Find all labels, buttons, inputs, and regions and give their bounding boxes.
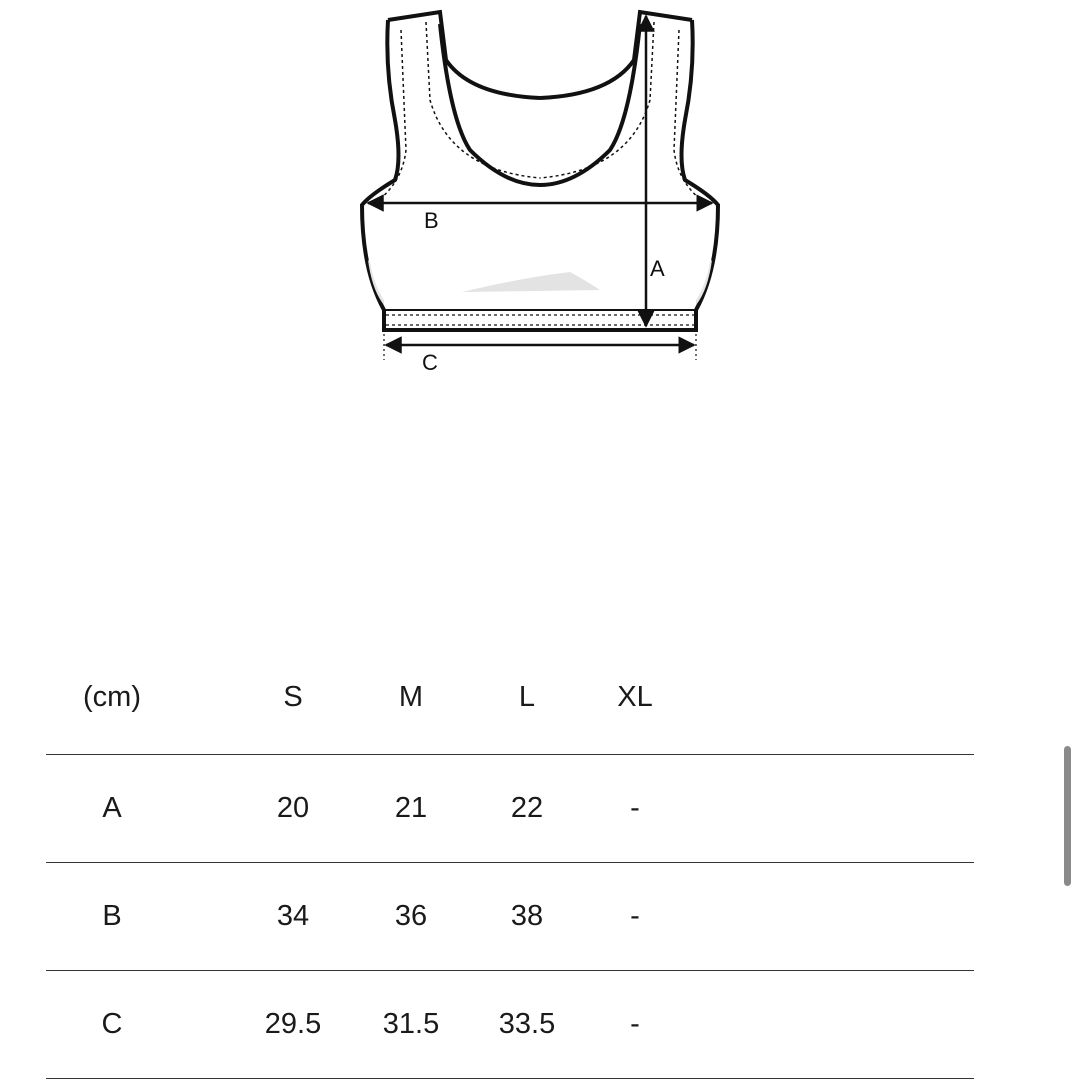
scrollbar[interactable] (1064, 746, 1071, 886)
row-label: A (102, 792, 122, 824)
size-header-xl: XL (617, 680, 653, 713)
table-cell: 29.5 (264, 1008, 322, 1040)
size-header-l: L (518, 680, 536, 713)
table-row (46, 863, 974, 971)
neckline (440, 24, 640, 185)
size-table (46, 640, 974, 1079)
unit-header: (cm) (83, 680, 141, 713)
table-row (46, 755, 974, 863)
table-cell: 34 (276, 900, 310, 932)
dimension-b-label: B (424, 208, 439, 233)
table-cell: 22 (510, 792, 544, 824)
size-header-s: S (283, 680, 303, 713)
table-row (46, 971, 974, 1079)
table-cell: 20 (276, 792, 310, 824)
table-cell: 31.5 (382, 1008, 440, 1040)
table-cell: 38 (510, 900, 544, 932)
size-header-m: M (398, 680, 424, 713)
table-cell: 21 (394, 792, 428, 824)
size-table-header (46, 640, 974, 755)
table-cell: - (630, 900, 640, 932)
table-cell: 33.5 (498, 1008, 556, 1040)
table-cell: - (630, 1008, 640, 1040)
dimension-a-label: A (650, 256, 665, 281)
garment-diagram (0, 0, 1080, 400)
table-cell: - (630, 792, 640, 824)
dimension-c-label: C (422, 350, 438, 375)
table-cell: 36 (394, 900, 428, 932)
row-label: C (101, 1008, 123, 1040)
row-label: B (102, 900, 122, 932)
